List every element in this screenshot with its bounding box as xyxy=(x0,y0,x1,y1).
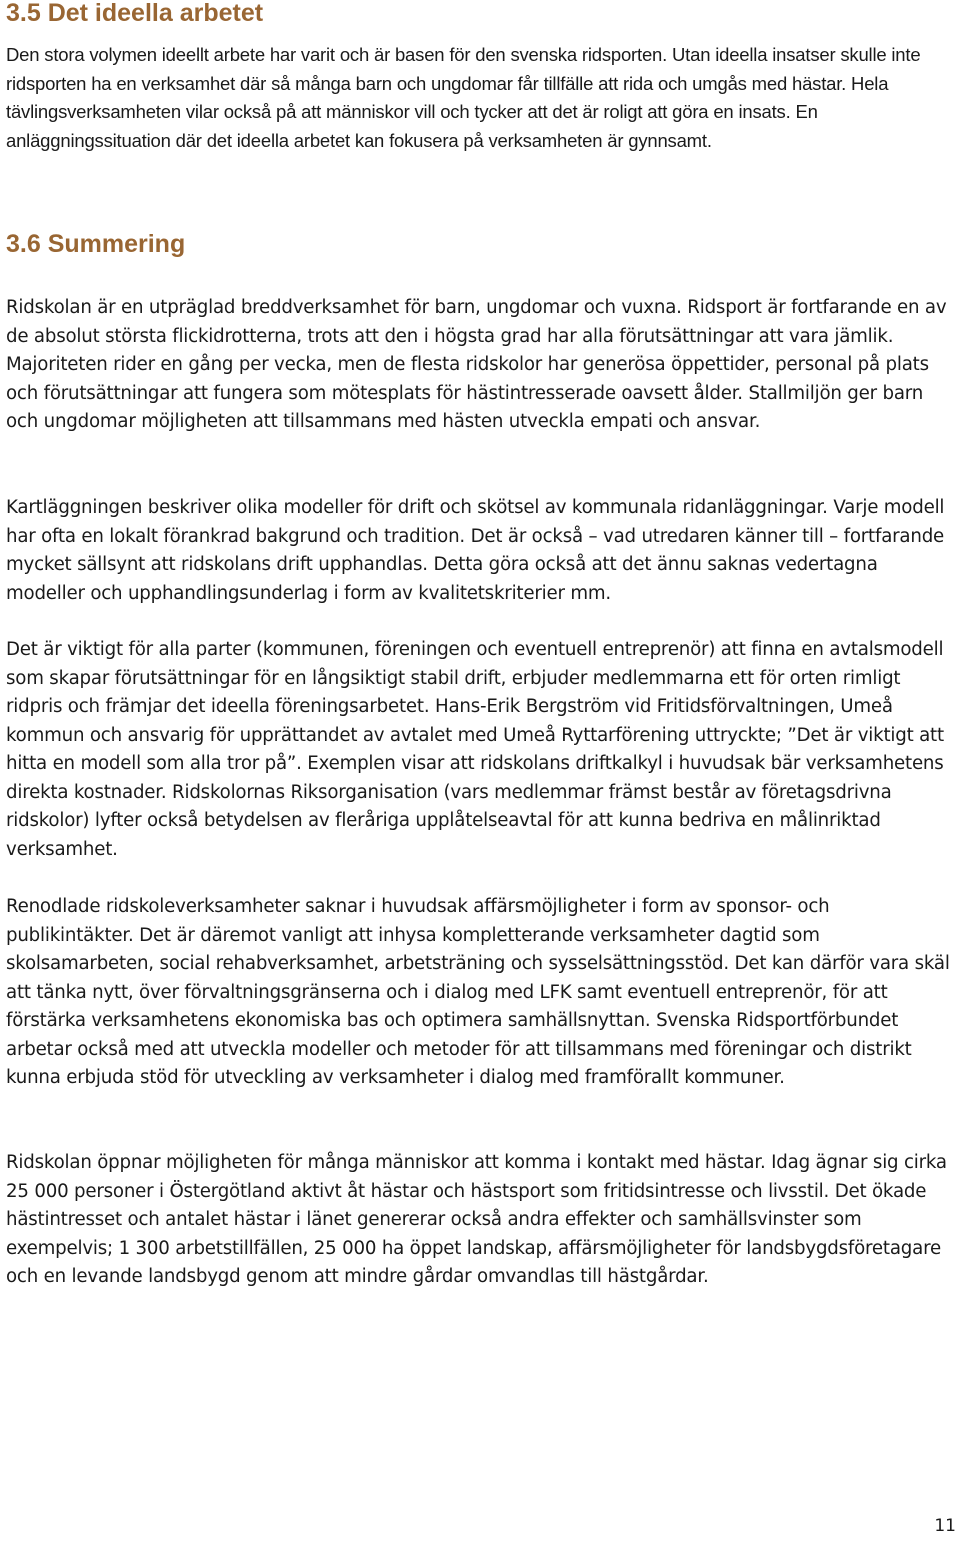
paragraph-summering-2: Kartläggningen beskriver olika modeller för drift och skötsel av kommunala ridanläggningar. Varje modell har ofta en lokalt förankrad bakgrund och tradition. Det är också – vad utredaren känner till – fortfarande mycket sällsynt att ridskolans drift upphandlas. Detta göra också att det ännu saknas vedertagna modeller och upphandlingsunderlag i form av kvalitetskriterier mm. xyxy=(6,497,945,604)
section-heading-3-5: 3.5 Det ideella arbetet xyxy=(6,0,264,27)
paragraph-summering-4: Renodlade ridskoleverksamheter saknar i huvudsak affärsmöjligheter i form av sponsor- och publikintäkter. Det är däremot vanligt att inhysa kompletterande verksamheter dagtid som skolsamarbeten, social rehabverksamhet, arbetsträning och sysselsättningsstöd. Det kan därför vara skäl att tänka nytt, över förvaltningsgränserna och i dialog med LFK samt eventuell entreprenör, för att förstärka verksamhetens ekonomiska bas och optimera samhällsnyttan. Svenska Ridsportförbundet arbetar också med att utveckla modeller och metoder för att tillsammans med föreningar och distrikt kunna erbjuda stöd för utveckling av verksamheter i dialog med framförallt kommuner. xyxy=(6,896,950,1088)
paragraph-summering-5: Ridskolan öppnar möjligheten för många människor att komma i kontakt med hästar. Idag ägnar sig cirka 25 000 personer i Östergötland aktivt åt hästar och hästsport som fritidsintresse och livsstil. Det ökade hästintresset och antalet hästar i länet genererar också andra effekter och samhällsvinster som exempelvis; 1 300 arbetstillfällen, 25 000 ha öppet landskap, affärsmöjligheter för landsbygdsföretagare och en levande landsbygd genom att mindre gårdar omvandlas till hästgårdar. xyxy=(6,1152,947,1287)
paragraph-ideella-arbetet: Den stora volymen ideellt arbete har varit och är basen för den svenska ridsporten. Utan ideella insatser skulle inte ridsporten ha en verksamhet där så många barn och ungdomar får tillfälle att rida och umgås med hästar. Hela tävlingsverksamheten vilar också på att människor vill och tycker att det är roligt att göra en insats. En anläggningssituation där det ideella arbetet kan fokusera på verksamheten är gynnsamt. xyxy=(6,44,921,151)
paragraph-summering-1: Ridskolan är en utpräglad breddverksamhet för barn, ungdomar och vuxna. Ridsport är fortfarande en av de absolut största flickidrotterna, trots att den i högsta grad har alla förutsättningar att vara jämlik. Majoriteten rider en gång per vecka, men de flesta ridskolor har generösa öppettider, personal på plats och förutsättningar att fungera som mötesplats för hästintresserade oavsett ålder. Stallmiljön ger barn och ungdomar möjligheten att tillsammans med hästen utveckla empati och ansvar. xyxy=(6,297,947,432)
section-heading-3-6: 3.6 Summering xyxy=(6,230,186,258)
page-number: 11 xyxy=(934,1516,956,1536)
paragraph-summering-3: Det är viktigt för alla parter (kommunen, föreningen och eventuell entreprenör) att finna en avtalsmodell som skapar förutsättningar för en långsiktigt stabil drift, erbjuder medlemmarna ett för orten rimligt ridpris och främjar det ideella föreningsarbetet. Hans-Erik Bergström vid Fritidsförvaltningen, Umeå kommun och ansvarig för upprättandet av avtalet med Umeå Ryttarförening uttryckte; ”Det är viktigt att hitta en modell som alla tror på”. Exemplen visar att ridskolans driftkalkyl i huvudsak bär verksamhetens direkta kostnader. Ridskolornas Riksorganisation (vars medlemmar främst består av företagsdrivna ridskolor) lyfter också betydelsen av fleråriga upplåtelseavtal för att kunna bedriva en målinriktad verksamhet. xyxy=(6,639,944,860)
